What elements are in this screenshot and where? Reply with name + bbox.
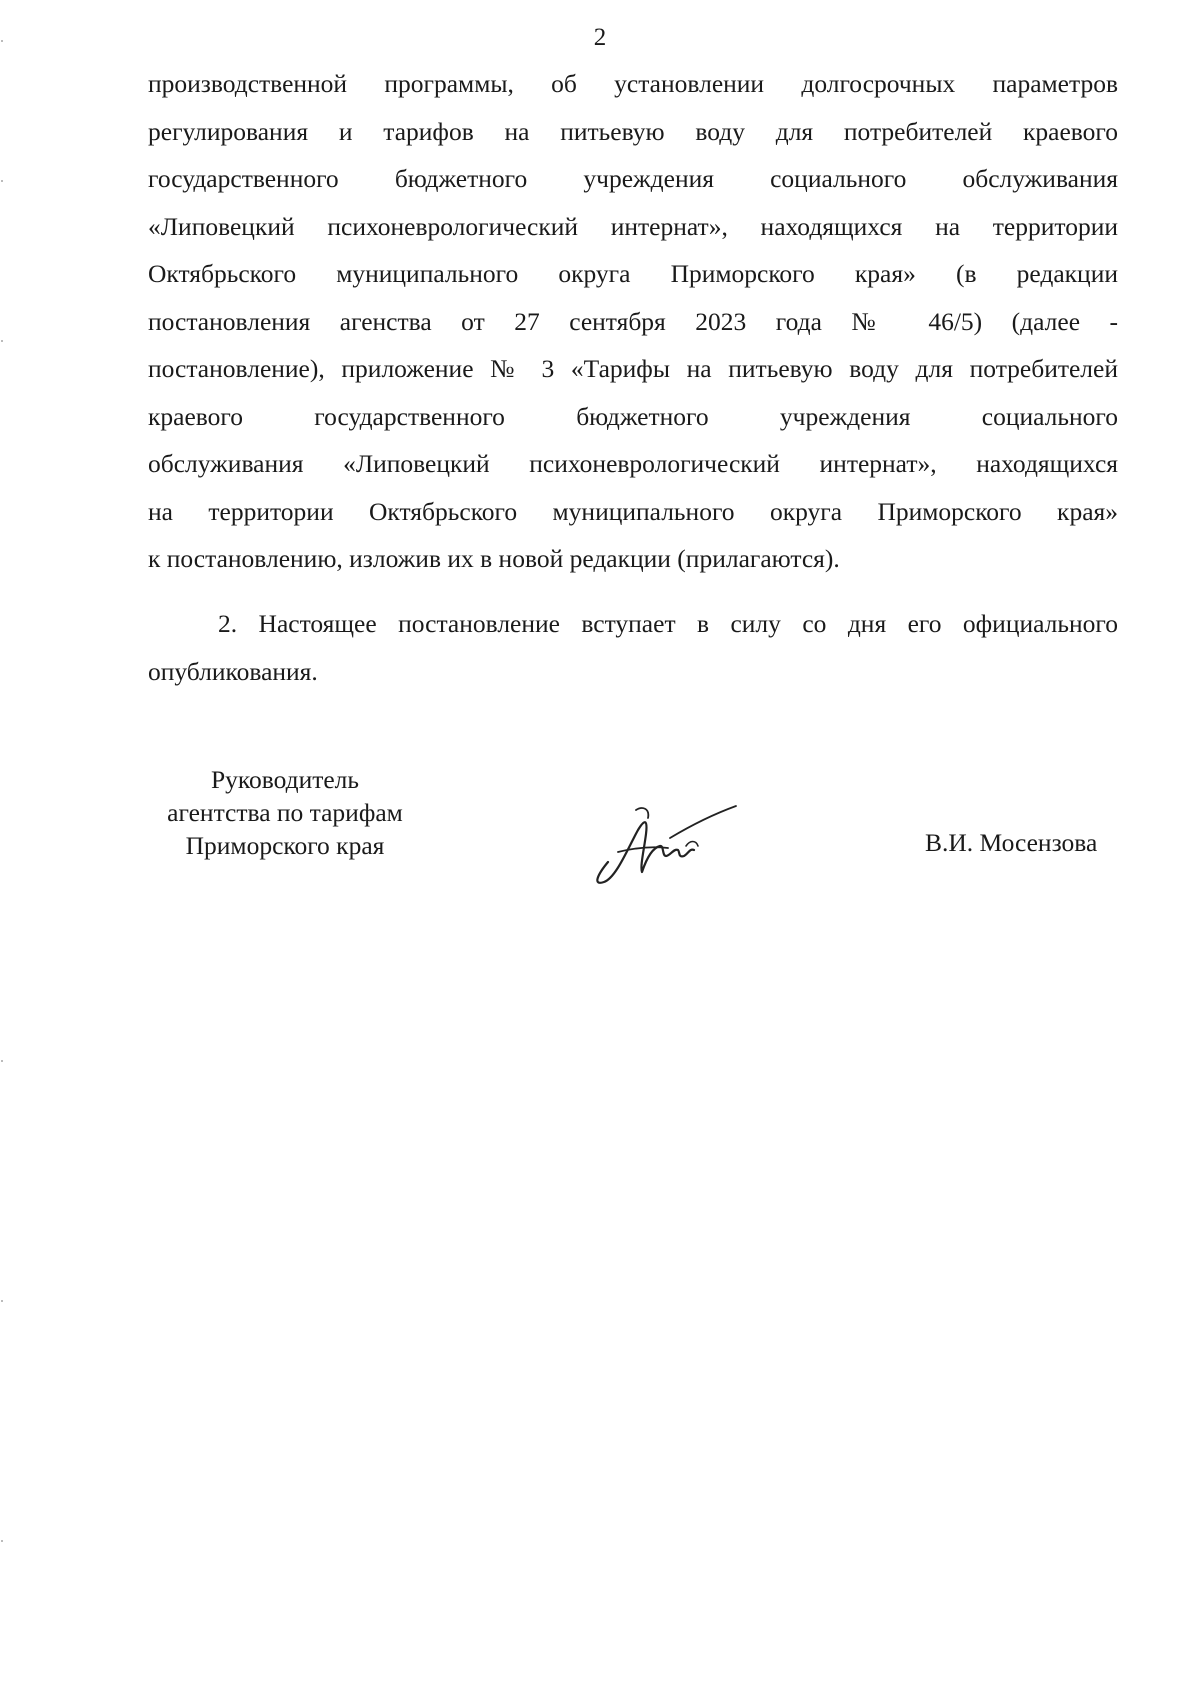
paragraph-line: государственного бюджетного учреждения социального обслуживания <box>148 164 1118 193</box>
scan-artifact <box>1 40 3 42</box>
paragraph-line: к постановлению, изложив их в новой редакции (прилагаются). <box>148 544 840 573</box>
page-number: 2 <box>593 24 607 51</box>
scan-artifact <box>1 1540 3 1542</box>
paragraph-line: опубликования. <box>148 656 318 686</box>
paragraph-line: краевого государственного бюджетного учреждения социального <box>148 401 1118 431</box>
signer-name: В.И. Мосензова <box>925 828 1098 857</box>
signatory-position-line: агентства по тарифам <box>167 798 403 827</box>
scan-artifact <box>1 1300 3 1302</box>
signatory-position <box>140 763 430 862</box>
paragraph-line: постановления агенства от 27 сентября 2023 года № 46/5) (далее - <box>148 306 1118 336</box>
paragraph-line: регулирования и тарифов на питьевую воду для потребителей краевого <box>148 116 1118 146</box>
paragraph-line: на территории Октябрьского муниципального округа Приморского края» <box>148 496 1118 526</box>
scan-artifact <box>1 340 3 342</box>
paragraph-2 <box>148 600 1118 695</box>
paragraph-1 <box>148 60 1118 583</box>
paragraph-line: Октябрьского муниципального округа Приморского края» (в редакции <box>148 259 1118 288</box>
paragraph-line: «Липовецкий психоневрологический интернат», находящихся на территории <box>148 211 1118 241</box>
handwritten-signature <box>590 790 750 890</box>
paragraph-line: постановление), приложение № 3 «Тарифы на питьевую воду для потребителей <box>148 354 1118 383</box>
paragraph-line: 2. Настоящее постановление вступает в силу со дня его официального <box>218 609 1118 638</box>
paragraph-line: производственной программы, об установлении долгосрочных параметров <box>148 69 1118 98</box>
scan-artifact <box>1 1060 3 1062</box>
signatory-position-line: Приморского края <box>185 831 385 860</box>
signatory-position-line: Руководитель <box>210 765 360 794</box>
scan-artifact <box>1 180 3 182</box>
paragraph-line: обслуживания «Липовецкий психоневрологический интернат», находящихся <box>148 449 1118 478</box>
